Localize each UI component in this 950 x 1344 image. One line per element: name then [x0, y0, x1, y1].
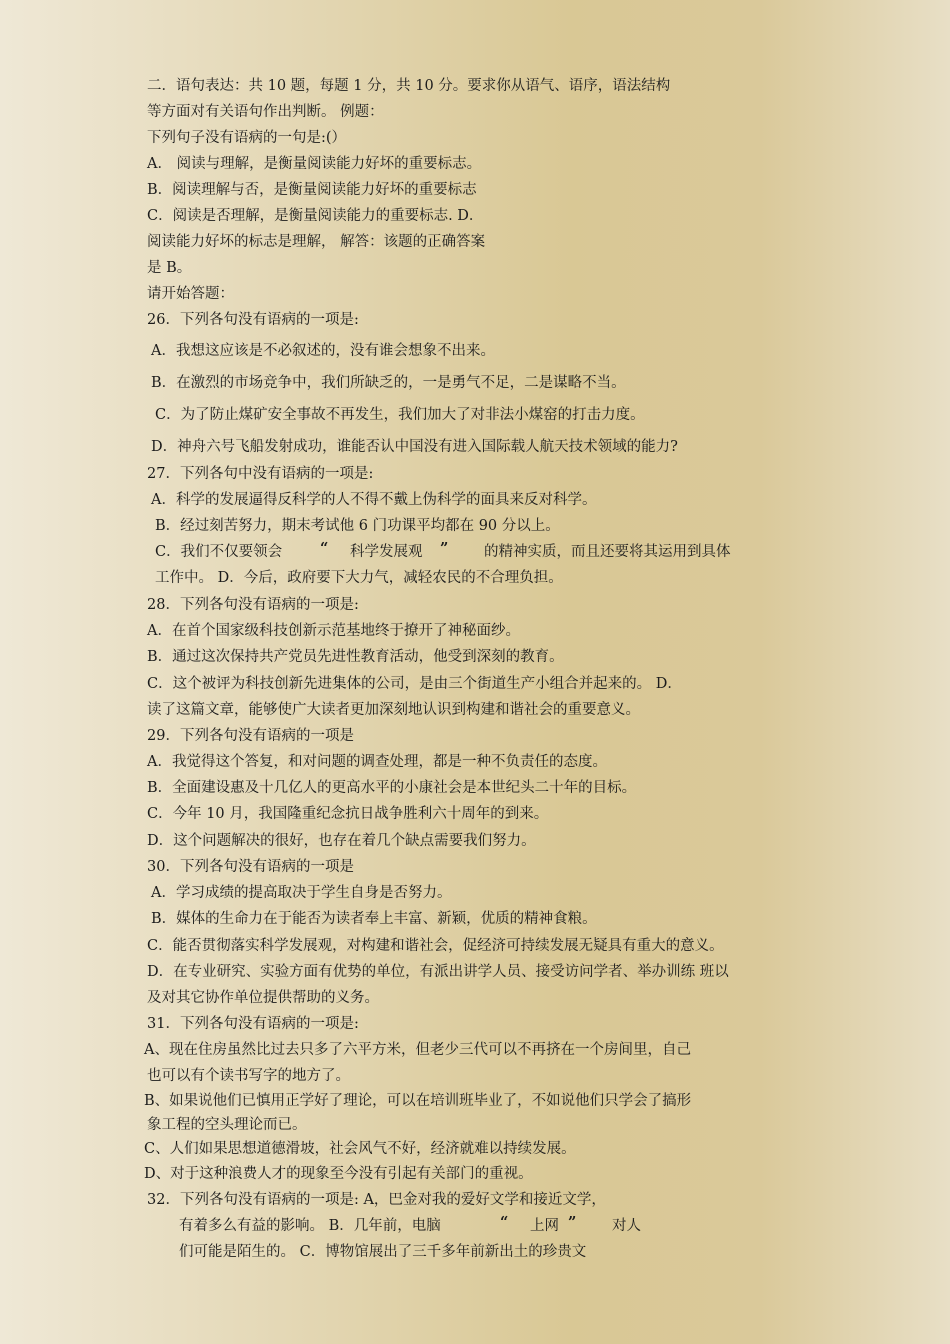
q31-option-a-line2: 也可以有个读书写字的地方了。 [147, 1068, 350, 1084]
q30-stem: 30．下列各句没有语病的一项是 [147, 859, 354, 875]
q27-option-c-part3: 的精神实质，而且还要将其运用到具体 [484, 544, 731, 560]
q30-option-d-line2: 及对其它协作单位提供帮助的义务。 [147, 990, 379, 1006]
q27-option-c-part1: C．我们不仅要领会 [155, 544, 283, 560]
intro-line-9: 请开始答题： [147, 286, 234, 302]
intro-line-2: 等方面对有关语句作出判断。 例题： [147, 104, 384, 120]
q26-option-a: A．我想这应该是不必叙述的，没有谁会想象不出来。 [151, 343, 495, 359]
q27-stem: 27．下列各句中没有语病的一项是: [147, 466, 374, 482]
q27-close-quote: ” [440, 540, 449, 557]
q29-option-c: C．今年 10 月，我国隆重纪念抗日战争胜利六十周年的到来。 [147, 806, 549, 822]
q28-option-b: B．通过这次保持共产党员先进性教育活动，他受到深刻的教育。 [147, 649, 564, 665]
q27-option-c-part2: 科学发展观 [350, 544, 423, 560]
q30-option-b: B．媒体的生命力在于能否为读者奉上丰富、新颖，优质的精神食粮。 [151, 911, 597, 927]
intro-line-8: 是 B。 [147, 260, 192, 276]
intro-line-4: A． 阅读与理解，是衡量阅读能力好坏的重要标志。 [147, 156, 482, 172]
q27-option-a: A．科学的发展逼得反科学的人不得不戴上伪科学的面具来反对科学。 [151, 492, 597, 508]
q29-option-d: D．这个问题解决的很好，也存在着几个缺点需要我们努力。 [147, 833, 536, 849]
q32-close-quote: ” [568, 1214, 577, 1231]
q27-open-quote: “ [320, 540, 329, 557]
q29-stem: 29．下列各句没有语病的一项是 [147, 728, 354, 744]
q31-option-d: D、对于这种浪费人才的现象至今没有引起有关部门的重视。 [144, 1166, 533, 1182]
q32-open-quote: “ [500, 1214, 509, 1231]
q27-option-b: B．经过刻苦努力，期末考试他 6 门功课平均都在 90 分以上。 [155, 518, 560, 534]
q26-stem: 26．下列各句没有语病的一项是: [147, 312, 359, 328]
q28-stem: 28．下列各句没有语病的一项是: [147, 597, 359, 613]
q32-line-2-part2: 上网 [530, 1218, 559, 1234]
q31-option-c: C、人们如果思想道德滑坡，社会风气不好，经济就难以持续发展。 [144, 1141, 576, 1157]
q32-line-2-part1: 有着多么有益的影响。 B．几年前，电脑 [179, 1218, 441, 1234]
q30-option-a: A．学习成绩的提高取决于学生自身是否努力。 [151, 885, 452, 901]
q31-option-a-line1: A、现在住房虽然比过去只多了六平方米，但老少三代可以不再挤在一个房间里，自己 [144, 1042, 691, 1058]
q30-option-d-line1: D．在专业研究、实验方面有优势的单位，有派出讲学人员、接受访问学者、举办训练 班以 [147, 964, 729, 980]
q28-option-a: A．在首个国家级科技创新示范基地终于撩开了神秘面纱。 [147, 623, 520, 639]
intro-line-6: C．阅读是否理解，是衡量阅读能力的重要标志. D． [147, 208, 484, 224]
q26-option-d: D．神舟六号飞船发射成功，谁能否认中国没有进入国际载人航天技术领域的能力? [151, 439, 678, 455]
intro-line-1: 二．语句表达：共 10 题，每题 1 分，共 10 分。要求你从语气、语序，语法结构 [147, 78, 671, 94]
intro-line-5: B．阅读理解与否，是衡量阅读能力好坏的重要标志 [147, 182, 477, 198]
q28-option-d: 读了这篇文章，能够使广大读者更加深刻地认识到构建和谐社会的重要意义。 [147, 702, 640, 718]
q31-stem: 31．下列各句没有语病的一项是: [147, 1016, 359, 1032]
q32-line-3: 们可能是陌生的。 C．博物馆展出了三千多年前新出土的珍贵文 [179, 1244, 587, 1260]
q26-option-c: C．为了防止煤矿安全事故不再发生，我们加大了对非法小煤窑的打击力度。 [155, 407, 645, 423]
q32-line-2-part3: 对人 [612, 1218, 641, 1234]
q29-option-b: B．全面建设惠及十几亿人的更高水平的小康社会是本世纪头二十年的目标。 [147, 780, 637, 796]
q27-option-c-cont: 工作中。 D．今后，政府要下大力气，减轻农民的不合理负担。 [155, 570, 563, 586]
q31-option-b-line1: B、如果说他们已慎用正学好了理论，可以在培训班毕业了，不如说他们只学会了搞形 [144, 1093, 692, 1109]
q26-option-b: B．在激烈的市场竞争中，我们所缺乏的，一是勇气不足，二是谋略不当。 [151, 375, 626, 391]
intro-line-7: 阅读能力好坏的标志是理解， 解答：该题的正确答案 [147, 234, 486, 250]
q29-option-a: A．我觉得这个答复，和对问题的调查处理，都是一种不负责任的态度。 [147, 754, 607, 770]
q31-option-b-line2: 象工程的空头理论而已。 [147, 1117, 307, 1133]
q28-option-c: C．这个被评为科技创新先进集体的公司，是由三个街道生产小组合并起来的。 D． [147, 676, 682, 692]
q32-line-1: 32．下列各句没有语病的一项是: A，巴金对我的爱好文学和接近文学， [147, 1192, 606, 1208]
q30-option-c: C．能否贯彻落实科学发展观，对构建和谐社会，促经济可持续发展无疑具有重大的意义。 [147, 938, 724, 954]
intro-line-3: 下列句子没有语病的一句是:(） [147, 130, 347, 146]
